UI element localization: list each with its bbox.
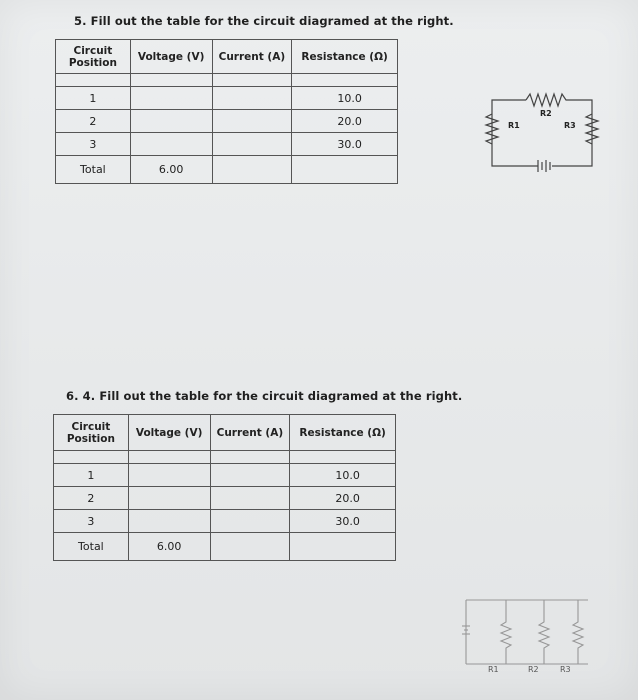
current-cell (212, 87, 292, 110)
resistance-cell: 20.0 (292, 110, 398, 133)
label-r2: R2 (528, 665, 539, 674)
row-position: 1 (54, 464, 129, 487)
voltage-cell (128, 464, 210, 487)
question-6-text: 6. 4. Fill out the table for the circuit diagramed at the right. (66, 389, 463, 403)
circuit-diagram-5 (480, 78, 600, 178)
row-position: 1 (56, 87, 131, 110)
table-row (56, 110, 398, 133)
total-resistance (290, 533, 396, 561)
current-cell (210, 487, 290, 510)
row-position: 3 (56, 133, 131, 156)
table-question-5 (55, 39, 398, 184)
total-current (210, 533, 290, 561)
label-r1: R1 (508, 121, 520, 130)
header-resistance: Resistance (Ω) (292, 40, 398, 74)
header-circuit-position: Circuit Position (56, 40, 131, 74)
resistor-r2 (539, 600, 549, 664)
row-position: 2 (56, 110, 131, 133)
voltage-cell (130, 87, 212, 110)
current-cell (212, 110, 292, 133)
circuit-diagram-svg (480, 78, 600, 178)
header-resistance: Resistance (Ω) (290, 415, 396, 451)
table-row (56, 87, 398, 110)
table-row (56, 133, 398, 156)
voltage-cell (128, 510, 210, 533)
header-circuit-position: Circuit Position (54, 415, 129, 451)
resistance-cell: 30.0 (292, 133, 398, 156)
resistance-cell: 10.0 (290, 464, 396, 487)
header-voltage: Voltage (V) (128, 415, 210, 451)
spacer-cell (54, 451, 129, 464)
voltage-cell (130, 133, 212, 156)
voltage-cell (128, 487, 210, 510)
resistor-r3 (573, 600, 583, 664)
current-cell (212, 133, 292, 156)
header-current: Current (A) (212, 40, 292, 74)
row-position: 3 (54, 510, 129, 533)
current-cell (210, 464, 290, 487)
resistor-r2 (526, 94, 568, 106)
resistance-cell: 30.0 (290, 510, 396, 533)
total-current (212, 156, 292, 184)
question-5-text: 5. Fill out the table for the circuit diagramed at the right. (74, 14, 454, 28)
row-position: 2 (54, 487, 129, 510)
label-r3: R3 (564, 121, 576, 130)
header-voltage: Voltage (V) (130, 40, 212, 74)
resistor-r1 (501, 600, 511, 664)
table-row (54, 487, 396, 510)
total-label: Total (56, 156, 131, 184)
spacer-cell (56, 74, 131, 87)
header-current: Current (A) (210, 415, 290, 451)
label-r2: R2 (540, 109, 552, 118)
resistance-cell: 20.0 (290, 487, 396, 510)
table-question-6 (53, 414, 396, 561)
label-r1: R1 (488, 665, 499, 674)
total-row (56, 156, 398, 184)
label-r3: R3 (560, 665, 571, 674)
table-row (54, 464, 396, 487)
circuit-diagram-svg (460, 592, 600, 678)
circuit-diagram-6 (460, 592, 600, 678)
current-cell (210, 510, 290, 533)
voltage-cell (130, 110, 212, 133)
table-row (54, 510, 396, 533)
resistance-cell: 10.0 (292, 87, 398, 110)
total-label: Total (54, 533, 129, 561)
total-row (54, 533, 396, 561)
total-voltage: 6.00 (128, 533, 210, 561)
total-voltage: 6.00 (130, 156, 212, 184)
total-resistance (292, 156, 398, 184)
